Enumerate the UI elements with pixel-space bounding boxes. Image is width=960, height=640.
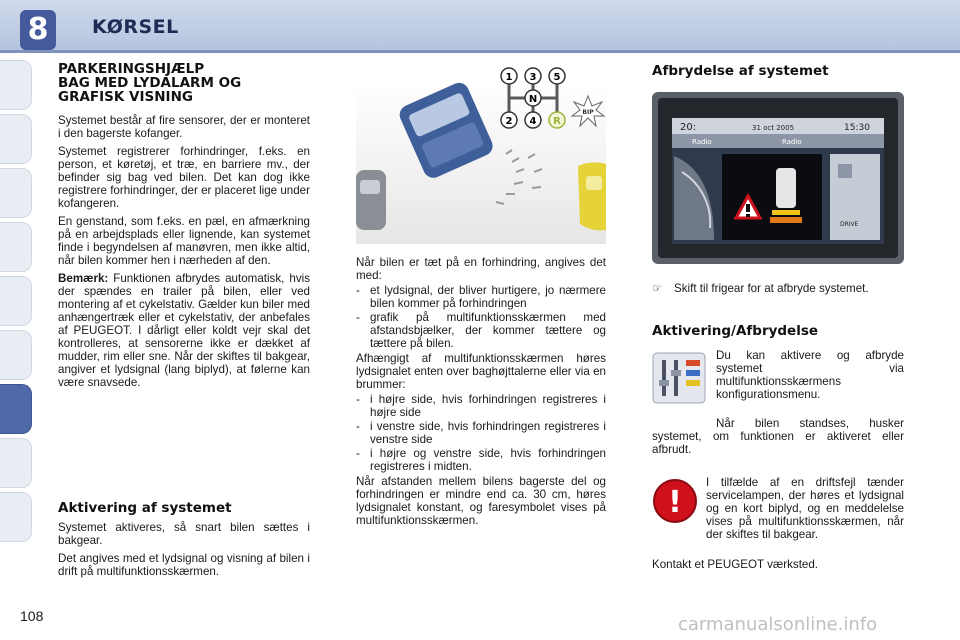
paragraph: Afhængigt af multifunktionsskærmen høres lydsignalet enten over baghøjttalerne eller via en brummer: [356, 352, 606, 391]
watermark: carmanualsonline.info [678, 614, 878, 635]
paragraph: Det angives med et lydsignal og visning af bilen i drift på multifunktionsskærmen. [58, 552, 310, 578]
list-item: - grafik på multifunktionsskærmen med afstandsbjælker, der kommer tættere og tættere på bilen. [356, 311, 606, 350]
screen-date: 31 oct 2005 [752, 124, 795, 132]
gear-shift-diagram [501, 68, 604, 128]
chapter-tab-active[interactable] [0, 384, 32, 434]
gear-label: 4 [529, 116, 537, 127]
ground [356, 82, 606, 244]
beep-label: BIP [582, 109, 594, 116]
gear-label: 2 [505, 116, 513, 127]
toggle-text-2 [652, 417, 904, 461]
column-left [58, 62, 310, 394]
chapter-tab[interactable] [0, 438, 32, 488]
list-item-text: grafik på multifunktionsskærmen med afstandsbjælker, der kommer tættere og tættere på bilen. [370, 311, 606, 350]
chapter-tabs [0, 60, 34, 580]
chapter-tab[interactable] [0, 492, 32, 542]
chapter-tab[interactable] [0, 276, 32, 326]
chapter-title: KØRSEL [92, 16, 179, 38]
gear-label: N [528, 94, 538, 105]
note-label: Bemærk: [58, 272, 109, 285]
fault-text [706, 476, 904, 546]
paragraph: Når afstanden mellem bilens bagerste del og forhindringen er mindre end ca. 30 cm, høres lydsignalet konstant, og faresymbolet vises på multifunktionsskærmen. [356, 475, 606, 527]
disable-instruction [652, 282, 904, 296]
page-number: 108 [20, 608, 44, 624]
chapter-number-badge: 8 [20, 10, 56, 50]
screen-label-right: Radio [782, 138, 802, 146]
list-item: - i højre og venstre side, hvis forhindringen registreres i midten. [356, 447, 606, 473]
chapter-tab[interactable] [0, 168, 32, 218]
instruction-text: Skift til frigear for at afbryde systemet. [674, 282, 869, 295]
toggle-heading: Aktivering/Afbrydelse [652, 323, 819, 339]
chapter-tab[interactable] [0, 222, 32, 272]
car-top-view-icon [776, 168, 796, 208]
pointing-hand-icon: ☞ [652, 282, 663, 295]
column-middle [356, 256, 606, 532]
screen-label-left: Radio [692, 138, 712, 146]
paragraph: Kontakt et PEUGEOT værksted. [652, 558, 819, 571]
paragraph: Systemet registrerer forhindringer, f.eks. en person, et køretøj, et træ, en barriere mv., der befinder sig bag ved bilen. Det kan dog ikke registrere forhindringer, der er placeret lige under kofangeren. [58, 145, 310, 210]
toggle-text [716, 349, 904, 406]
section-title [58, 62, 310, 104]
list-item: - i venstre side, hvis forhindringen registreres i venstre side [356, 420, 606, 446]
note-text: Funktionen afbrydes automatisk, hvis der spændes en trailer på bilen, eller ved montering af et cykelstativ. Gælder kun biler med anhængertræk eller et cykelstativ, der anbefales af PEUGEOT. I dårligt eller koldt vejr skal det kontrolleres, at sensorerne ikke er dækket af mudder, rim eller sne. Når der skiftes til bakgear, angiver et lydsignal (lang biplyd), at følerne kan være snavsede. [58, 272, 310, 389]
paragraph: Du kan aktivere og afbryde systemet via multifunktionsskærmens konfigurationsmenu. [716, 349, 904, 401]
chapter-tab[interactable] [0, 114, 32, 164]
paragraph: Når bilen er tæt på en forhindring, angives det med: [356, 256, 606, 282]
screen-time-left: 20: [680, 122, 697, 133]
activation-heading: Aktivering af systemet [58, 500, 232, 516]
list-item: - et lydsignal, der bliver hurtigere, jo nærmere bilen kommer på forhindringen [356, 284, 606, 310]
chapter-tab[interactable] [0, 60, 32, 110]
alert-symbol: ! [668, 485, 682, 520]
parked-car-right-icon [578, 162, 606, 230]
gear-label: 1 [505, 72, 513, 83]
gear-label-reverse: R [553, 116, 561, 127]
activation-text [58, 521, 310, 583]
section-title-line: PARKERINGSHJÆLP [58, 61, 205, 77]
list-item-text: i venstre side, hvis forhindringen registreres i venstre side [370, 420, 606, 446]
note-paragraph [58, 272, 310, 389]
chapter-tab[interactable] [0, 330, 32, 380]
list-item-text: et lydsignal, der bliver hurtigere, jo nærmere bilen kommer på forhindringen [370, 284, 606, 310]
gear-label: 3 [529, 72, 537, 83]
parking-illustration [356, 62, 606, 244]
distance-bar [772, 210, 800, 215]
instruction-item [652, 282, 904, 295]
paragraph: Systemet består af fire sensorer, der er monteret i den bagerste kofanger. [58, 114, 310, 140]
distance-bar [770, 217, 802, 223]
list-item-text: i højre side, hvis forhindringen registreres i højre side [370, 393, 606, 419]
gear-label: 5 [553, 72, 561, 83]
exclamation-alert-icon [652, 478, 698, 524]
section-title-line: GRAFISK VISNING [58, 89, 193, 105]
section-title-line: BAG MED LYDALARM OG [58, 75, 242, 91]
paragraph: I tilfælde af en driftsfejl tænder servicelampen, der høres et lydsignal og en kort biplyd, og en meddelelse vises på multifunktionsskærmen, når der skiftes til bakgear. [706, 476, 904, 541]
multifunction-screen-illustration [652, 92, 904, 264]
settings-menu-icon [652, 352, 706, 404]
parked-car-left-icon [356, 170, 386, 230]
screen-time-right: 15:30 [844, 123, 870, 133]
header-rule [0, 50, 960, 53]
disable-heading: Afbrydelse af systemet [652, 63, 829, 79]
fault-contact [652, 558, 904, 576]
paragraph: Systemet aktiveres, så snart bilen sættes i bakgear. [58, 521, 310, 547]
parking-graphic-panel [722, 154, 822, 240]
screen-corner-label: DRIVE [840, 221, 859, 228]
list-item-text: i højre og venstre side, hvis forhindringen registreres i midten. [370, 447, 606, 473]
paragraph: Når bilen standses, husker systemet, om funktionen er aktiveret eller afbrudt. [652, 417, 904, 456]
paragraph: En genstand, som f.eks. en pæl, en afmærkning på en arbejdsplads eller lignende, kan systemet finde i begyndelsen af manøvren, men ikke altid, når bilen kommer hen i nærheden af den. [58, 215, 310, 267]
list-item: - i højre side, hvis forhindringen registreres i højre side [356, 393, 606, 419]
